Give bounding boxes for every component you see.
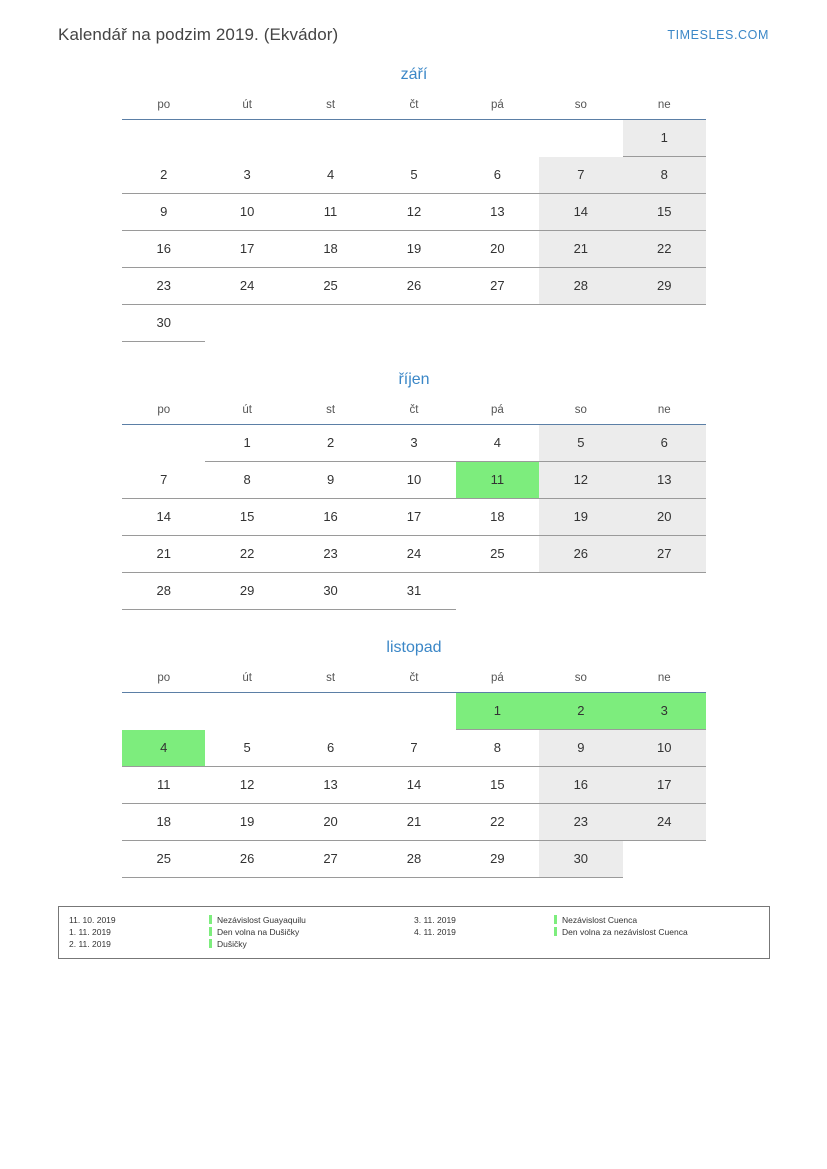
day-cell xyxy=(205,231,288,268)
day-number: 4 xyxy=(160,739,168,755)
day-number: 28 xyxy=(156,583,171,598)
day-number: 28 xyxy=(573,278,589,293)
day-number: 13 xyxy=(323,777,338,792)
day-number: 5 xyxy=(577,435,585,450)
day-cell xyxy=(122,305,205,342)
day-cell xyxy=(372,194,455,231)
day-cell xyxy=(205,767,288,804)
day-cell xyxy=(539,157,622,194)
day-number: 7 xyxy=(160,471,168,487)
day-cell-empty xyxy=(623,305,706,342)
week-row xyxy=(122,120,706,157)
day-cell xyxy=(205,425,288,462)
day-number: 14 xyxy=(156,509,171,524)
weekday-header-row xyxy=(122,98,706,120)
day-number: 11 xyxy=(323,204,338,219)
day-number: 26 xyxy=(239,851,255,866)
day-number: 3 xyxy=(660,703,668,718)
calendar-month-september xyxy=(122,66,706,342)
day-cell xyxy=(623,157,706,194)
day-cell xyxy=(205,499,288,536)
day-cell xyxy=(372,268,455,305)
day-number: 2 xyxy=(577,703,585,718)
weekday-header-ne: ne xyxy=(623,403,706,425)
day-number: 23 xyxy=(156,278,171,293)
weekday-header-ct: čt xyxy=(372,98,455,120)
day-number: 30 xyxy=(323,583,338,598)
day-number: 15 xyxy=(490,777,505,792)
day-cell-empty xyxy=(289,693,372,730)
weekday-header-ne: ne xyxy=(623,98,706,120)
weekday-header-ct: čt xyxy=(372,671,455,693)
day-cell xyxy=(205,730,288,767)
day-cell xyxy=(539,841,622,878)
day-cell-empty xyxy=(122,693,205,730)
day-cell xyxy=(289,194,372,231)
week-row xyxy=(122,268,706,305)
day-cell-holiday xyxy=(456,693,539,730)
day-number: 4 xyxy=(326,166,335,182)
day-number: 3 xyxy=(243,166,251,182)
weekday-header-pa: pá xyxy=(456,403,539,425)
day-number: 8 xyxy=(660,167,668,182)
day-number: 7 xyxy=(410,739,418,755)
day-number: 20 xyxy=(657,509,672,524)
day-cell-empty xyxy=(205,305,288,342)
month-body xyxy=(122,120,706,342)
legend-holiday-name: Den volna na Dušičky xyxy=(209,926,414,938)
week-row xyxy=(122,157,706,194)
weekday-header-st: st xyxy=(289,671,372,693)
holiday-legend xyxy=(58,906,770,959)
day-cell-empty xyxy=(289,120,372,157)
day-cell xyxy=(456,499,539,536)
weekday-header-st: st xyxy=(289,98,372,120)
day-cell xyxy=(372,231,455,268)
day-number: 5 xyxy=(410,166,418,182)
week-row xyxy=(122,194,706,231)
weekday-header-row xyxy=(122,671,706,693)
day-number: 4 xyxy=(493,435,502,450)
day-cell xyxy=(122,194,205,231)
week-row xyxy=(122,425,706,462)
day-number: 18 xyxy=(156,814,171,829)
day-number: 1 xyxy=(660,130,668,145)
day-cell xyxy=(456,536,539,573)
week-row xyxy=(122,231,706,268)
day-cell xyxy=(456,841,539,878)
day-cell xyxy=(289,231,372,268)
day-number: 12 xyxy=(573,472,589,487)
day-cell xyxy=(623,536,706,573)
day-number: 8 xyxy=(493,740,502,755)
weekday-header-ut: út xyxy=(205,403,288,425)
day-number: 25 xyxy=(490,546,505,561)
legend-holiday-name: Nezávislost Guayaquilu xyxy=(209,914,414,926)
day-cell xyxy=(623,499,706,536)
day-cell xyxy=(456,157,539,194)
day-cell-holiday xyxy=(623,693,706,730)
day-cell xyxy=(372,841,455,878)
day-number: 7 xyxy=(577,166,585,182)
day-cell-empty xyxy=(623,573,706,610)
day-cell xyxy=(122,767,205,804)
day-cell-holiday xyxy=(456,462,539,499)
day-cell xyxy=(289,157,372,194)
day-number: 8 xyxy=(243,472,251,487)
day-cell xyxy=(623,120,706,157)
day-cell-empty xyxy=(289,305,372,342)
day-cell xyxy=(539,767,622,804)
day-cell xyxy=(122,231,205,268)
day-number: 16 xyxy=(323,509,338,524)
month-body xyxy=(122,425,706,610)
day-number: 6 xyxy=(493,166,502,182)
day-number: 20 xyxy=(323,814,338,829)
day-cell xyxy=(372,157,455,194)
day-cell xyxy=(456,730,539,767)
day-cell xyxy=(122,157,205,194)
day-number: 5 xyxy=(243,739,251,755)
day-number: 11 xyxy=(156,777,171,792)
day-cell xyxy=(205,536,288,573)
legend-date: 4. 11. 2019 xyxy=(414,927,456,937)
day-cell xyxy=(372,425,455,462)
month-grid xyxy=(122,403,706,610)
day-number: 18 xyxy=(490,509,505,524)
day-number: 1 xyxy=(243,435,251,450)
day-cell xyxy=(539,462,622,499)
day-cell xyxy=(623,804,706,841)
day-number: 6 xyxy=(660,435,668,450)
day-number: 22 xyxy=(490,814,505,829)
day-number: 25 xyxy=(156,851,171,866)
legend-date: 2. 11. 2019 xyxy=(69,939,111,949)
weekday-header-so: so xyxy=(539,403,622,425)
day-number: 24 xyxy=(239,278,255,293)
week-row xyxy=(122,767,706,804)
day-number: 24 xyxy=(657,814,672,829)
day-cell xyxy=(623,268,706,305)
day-cell xyxy=(289,425,372,462)
day-number: 9 xyxy=(326,472,335,487)
week-row xyxy=(122,536,706,573)
month-grid xyxy=(122,98,706,342)
day-number: 29 xyxy=(657,278,672,293)
day-cell-empty xyxy=(122,425,205,462)
day-cell xyxy=(205,194,288,231)
day-number: 31 xyxy=(406,583,422,598)
day-cell xyxy=(205,462,288,499)
day-cell xyxy=(456,194,539,231)
day-cell xyxy=(456,268,539,305)
weekday-header-st: st xyxy=(289,403,372,425)
day-number: 27 xyxy=(490,278,505,293)
day-number: 21 xyxy=(156,546,171,561)
day-cell-empty xyxy=(456,305,539,342)
week-row xyxy=(122,462,706,499)
day-cell-empty xyxy=(372,693,455,730)
day-cell xyxy=(289,841,372,878)
day-cell xyxy=(289,499,372,536)
day-number: 9 xyxy=(577,740,585,755)
day-number: 16 xyxy=(156,241,171,256)
day-cell xyxy=(122,499,205,536)
weekday-header-po: po xyxy=(122,98,205,120)
month-title: září xyxy=(400,66,428,83)
day-number: 21 xyxy=(573,241,589,256)
day-number: 17 xyxy=(657,777,672,792)
day-number: 1 xyxy=(493,703,502,718)
day-cell xyxy=(623,730,706,767)
day-cell-empty xyxy=(122,120,205,157)
day-number: 9 xyxy=(160,204,168,219)
week-row xyxy=(122,804,706,841)
day-cell xyxy=(372,462,455,499)
day-cell xyxy=(122,841,205,878)
day-number: 23 xyxy=(573,814,589,829)
weekday-header-ct: čt xyxy=(372,403,455,425)
day-number: 30 xyxy=(573,851,589,866)
day-cell-empty xyxy=(539,573,622,610)
day-cell xyxy=(456,804,539,841)
page-header xyxy=(58,20,769,50)
day-cell-empty xyxy=(539,120,622,157)
weekday-header-po: po xyxy=(122,403,205,425)
day-number: 10 xyxy=(657,740,672,755)
day-number: 19 xyxy=(406,241,422,256)
day-number: 6 xyxy=(326,739,335,755)
day-cell xyxy=(122,536,205,573)
day-cell xyxy=(539,268,622,305)
day-cell xyxy=(122,804,205,841)
day-number: 22 xyxy=(239,546,255,561)
day-number: 19 xyxy=(573,509,589,524)
day-cell-holiday xyxy=(539,693,622,730)
day-cell xyxy=(623,231,706,268)
weekday-header-pa: pá xyxy=(456,671,539,693)
day-cell xyxy=(289,462,372,499)
day-number: 15 xyxy=(657,204,672,219)
day-cell xyxy=(539,536,622,573)
day-cell xyxy=(205,157,288,194)
weekday-header-so: so xyxy=(539,671,622,693)
day-cell-empty xyxy=(372,120,455,157)
day-cell-empty xyxy=(205,693,288,730)
day-cell xyxy=(289,268,372,305)
day-number: 10 xyxy=(239,204,255,219)
weekday-header-so: so xyxy=(539,98,622,120)
day-cell xyxy=(122,268,205,305)
day-number: 30 xyxy=(156,315,171,330)
legend-holiday-name: Dušičky xyxy=(209,938,414,950)
legend-grid xyxy=(69,914,759,950)
day-number: 2 xyxy=(160,166,168,182)
day-number: 13 xyxy=(490,204,505,219)
day-cell xyxy=(122,462,205,499)
legend-holiday-name: Den volna za nezávislost Cuenca xyxy=(554,926,759,938)
brand-logo: TIMESLES.COM xyxy=(667,28,769,42)
month-title: listopad xyxy=(386,639,442,656)
day-number: 25 xyxy=(323,278,338,293)
day-cell xyxy=(289,536,372,573)
day-cell xyxy=(539,804,622,841)
day-cell xyxy=(372,536,455,573)
day-cell-holiday xyxy=(122,730,205,767)
week-row xyxy=(122,305,706,342)
day-number: 2 xyxy=(326,435,335,450)
day-number: 3 xyxy=(410,435,418,450)
day-number: 18 xyxy=(323,241,338,256)
month-body xyxy=(122,693,706,878)
day-number: 21 xyxy=(406,814,422,829)
day-cell xyxy=(539,730,622,767)
day-number: 15 xyxy=(239,509,255,524)
day-number: 22 xyxy=(657,241,672,256)
day-cell xyxy=(205,804,288,841)
month-title: říjen xyxy=(398,371,430,388)
month-grid xyxy=(122,671,706,878)
day-number: 27 xyxy=(657,546,672,561)
day-number: 14 xyxy=(573,204,589,219)
week-row xyxy=(122,573,706,610)
day-cell-empty xyxy=(456,573,539,610)
weekday-header-row xyxy=(122,403,706,425)
legend-names xyxy=(554,914,759,950)
day-cell-empty xyxy=(623,841,706,878)
day-cell-empty xyxy=(539,305,622,342)
day-cell xyxy=(372,499,455,536)
day-cell xyxy=(456,425,539,462)
weekday-header-pa: pá xyxy=(456,98,539,120)
legend-date: 3. 11. 2019 xyxy=(414,915,456,925)
legend-holiday-name: Nezávislost Cuenca xyxy=(554,914,759,926)
day-cell-empty xyxy=(205,120,288,157)
day-cell xyxy=(623,194,706,231)
day-cell-empty xyxy=(372,305,455,342)
day-number: 26 xyxy=(573,546,589,561)
day-cell xyxy=(205,573,288,610)
day-cell xyxy=(205,268,288,305)
week-row xyxy=(122,730,706,767)
day-cell-empty xyxy=(456,120,539,157)
day-number: 29 xyxy=(490,851,505,866)
day-number: 14 xyxy=(406,777,422,792)
day-cell xyxy=(539,425,622,462)
day-number: 28 xyxy=(406,851,422,866)
legend-dates xyxy=(69,914,209,950)
day-cell xyxy=(372,730,455,767)
weekday-header-ut: út xyxy=(205,671,288,693)
day-number: 26 xyxy=(406,278,422,293)
legend-dates xyxy=(414,914,554,950)
day-cell xyxy=(289,730,372,767)
day-cell xyxy=(289,767,372,804)
weekday-header-ne: ne xyxy=(623,671,706,693)
day-cell xyxy=(456,767,539,804)
day-cell xyxy=(122,573,205,610)
day-number: 17 xyxy=(406,509,422,524)
day-number: 13 xyxy=(657,472,672,487)
weekday-header-po: po xyxy=(122,671,205,693)
calendar-month-october xyxy=(122,371,706,610)
day-cell xyxy=(289,804,372,841)
week-row xyxy=(122,693,706,730)
legend-date: 1. 11. 2019 xyxy=(69,927,111,937)
legend-column xyxy=(69,914,414,950)
day-number: 19 xyxy=(239,814,255,829)
day-cell xyxy=(456,231,539,268)
day-cell xyxy=(372,573,455,610)
day-number: 23 xyxy=(323,546,338,561)
day-cell xyxy=(372,767,455,804)
day-cell xyxy=(289,573,372,610)
day-cell xyxy=(539,499,622,536)
week-row xyxy=(122,841,706,878)
legend-date: 11. 10. 2019 xyxy=(69,915,116,925)
day-number: 10 xyxy=(406,472,422,487)
calendar-month-november xyxy=(122,639,706,878)
day-number: 29 xyxy=(239,583,255,598)
day-cell xyxy=(539,194,622,231)
day-number: 20 xyxy=(490,241,505,256)
day-number: 24 xyxy=(406,546,422,561)
legend-names xyxy=(209,914,414,950)
day-cell xyxy=(205,841,288,878)
day-number: 12 xyxy=(406,204,422,219)
day-cell xyxy=(623,425,706,462)
day-number: 27 xyxy=(323,851,338,866)
legend-column xyxy=(414,914,759,950)
day-number: 12 xyxy=(239,777,255,792)
page-title: Kalendář na podzim 2019. (Ekvádor) xyxy=(58,25,339,44)
day-cell xyxy=(372,804,455,841)
week-row xyxy=(122,499,706,536)
day-number: 17 xyxy=(239,241,255,256)
day-cell xyxy=(623,462,706,499)
day-number: 16 xyxy=(573,777,589,792)
day-cell xyxy=(623,767,706,804)
weekday-header-ut: út xyxy=(205,98,288,120)
day-number: 11 xyxy=(490,472,505,487)
day-cell xyxy=(539,231,622,268)
